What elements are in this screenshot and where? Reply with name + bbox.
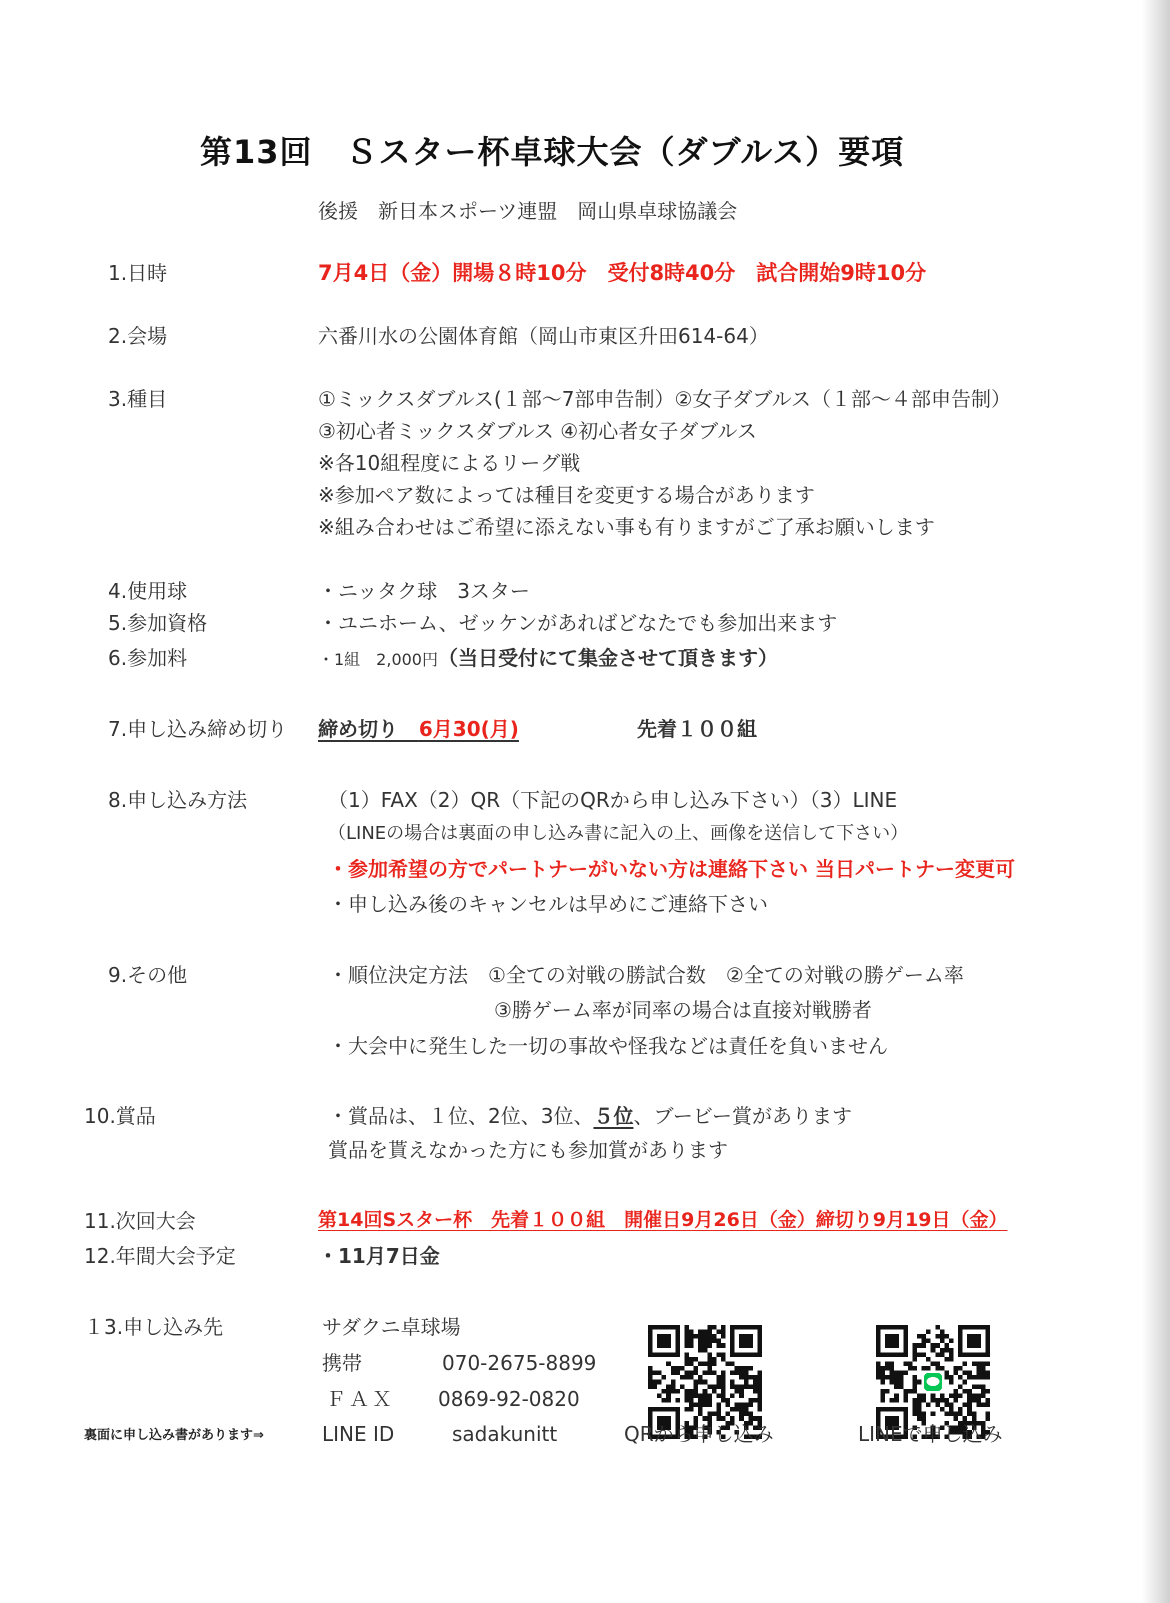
prizes-fifth: ５位 bbox=[593, 1104, 634, 1128]
events-line: ※組み合わせはご希望に添えない事も有りますがご了承お願いします bbox=[318, 515, 935, 539]
eligibility-value: ・ユニホーム、ゼッケンがあればどなたでも参加出来ます bbox=[318, 611, 838, 635]
fax-number: 0869-92-0820 bbox=[438, 1387, 580, 1411]
next-label: 11.次回大会 bbox=[84, 1209, 196, 1233]
deadline-date: 6月30(月) bbox=[418, 717, 519, 741]
date-label: 1.日時 bbox=[108, 261, 168, 285]
fee-row bbox=[318, 648, 778, 668]
deadline-row bbox=[318, 719, 519, 739]
other-line: ③勝ゲーム率が同率の場合は直接対戦勝者 bbox=[494, 998, 872, 1022]
fee-label: 6.参加料 bbox=[108, 646, 188, 670]
contact-name: サダクニ卓球場 bbox=[322, 1315, 461, 1339]
method-line: ・申し込み後のキャンセルは早めにご連絡下さい bbox=[328, 892, 768, 916]
method-line: ・参加希望の方でパートナーがいない方は連絡下さい 当日パートナー変更可 bbox=[328, 857, 1015, 881]
annual-value: ・11月7日金 bbox=[318, 1244, 440, 1268]
events-line: ※各10組程度によるリーグ戦 bbox=[318, 451, 581, 475]
events-line: ①ミックスダブルス(１部〜7部申告制）②女子ダブルス（１部〜４部申告制） bbox=[318, 387, 1011, 411]
qr-caption: QRから申し込み bbox=[624, 1422, 774, 1446]
prizes-row bbox=[328, 1106, 852, 1126]
next-value: 第14回Sスター杯 先着１００組 開催日9月26日（金）締切り9月19日（金） bbox=[318, 1209, 1008, 1231]
ball-label: 4.使用球 bbox=[108, 579, 188, 603]
annual-label: 12.年間大会予定 bbox=[84, 1244, 236, 1268]
method-line: （1）FAX（2）QR（下記のQRから申し込み下さい）（3）LINE bbox=[328, 788, 898, 812]
deadline-prefix: 締め切り bbox=[318, 717, 398, 741]
sponsor-line: 後援 新日本スポーツ連盟 岡山県卓球協議会 bbox=[318, 199, 738, 223]
prizes-label: 10.賞品 bbox=[84, 1104, 156, 1128]
page-title: 第13回 Ｓスター杯卓球大会（ダブルス）要項 bbox=[200, 133, 905, 171]
events-line: ※参加ペア数によっては種目を変更する場合があります bbox=[318, 483, 815, 507]
events-label: 3.種目 bbox=[108, 387, 168, 411]
fee-note: （当日受付にて集金させて頂きます） bbox=[438, 646, 778, 670]
fee-value: ・1組 2,000円 bbox=[318, 650, 438, 669]
mobile-number: 070-2675-8899 bbox=[442, 1351, 597, 1375]
line-id-value: sadakunitt bbox=[452, 1422, 558, 1446]
page-edge-shadow bbox=[1142, 0, 1170, 1603]
fax-label: ＦＡＸ bbox=[326, 1387, 395, 1411]
ball-value: ・ニッタク球 3スター bbox=[318, 579, 530, 603]
venue-value: 六番川水の公園体育館（岡山市東区升田614-64） bbox=[318, 324, 769, 348]
events-line: ③初心者ミックスダブルス ④初心者女子ダブルス bbox=[318, 419, 757, 443]
contact-label: １3.申し込み先 bbox=[84, 1315, 224, 1339]
method-label: 8.申し込み方法 bbox=[108, 788, 248, 812]
venue-label: 2.会場 bbox=[108, 324, 168, 348]
method-line: （LINEの場合は裏面の申し込み書に記入の上、画像を送信して下さい） bbox=[328, 823, 909, 844]
line-qr-caption: LINEで申し込み bbox=[858, 1422, 1003, 1446]
date-value: 7月4日（金）開場８時10分 受付8時40分 試合開始9時10分 bbox=[318, 261, 927, 285]
prizes-text: ・賞品は、１位、2位、3位、 bbox=[328, 1104, 594, 1128]
back-note: 裏面に申し込み書があります⇒ bbox=[84, 1428, 264, 1443]
mobile-label: 携帯 bbox=[322, 1351, 362, 1375]
deadline-limit: 先着１００組 bbox=[637, 717, 757, 741]
prizes-line2: 賞品を貰えなかった方にも参加賞があります bbox=[328, 1138, 728, 1162]
eligibility-label: 5.参加資格 bbox=[108, 611, 208, 635]
prizes-text: 、ブービー賞があります bbox=[633, 1104, 853, 1128]
deadline-label: 7.申し込み締め切り bbox=[108, 717, 288, 741]
line-id-label: LINE ID bbox=[322, 1422, 395, 1446]
other-line: ・順位決定方法 ①全ての対戦の勝試合数 ②全ての対戦の勝ゲーム率 bbox=[328, 963, 964, 987]
other-label: 9.その他 bbox=[108, 963, 188, 987]
other-line: ・大会中に発生した一切の事故や怪我などは責任を負いません bbox=[328, 1034, 888, 1058]
